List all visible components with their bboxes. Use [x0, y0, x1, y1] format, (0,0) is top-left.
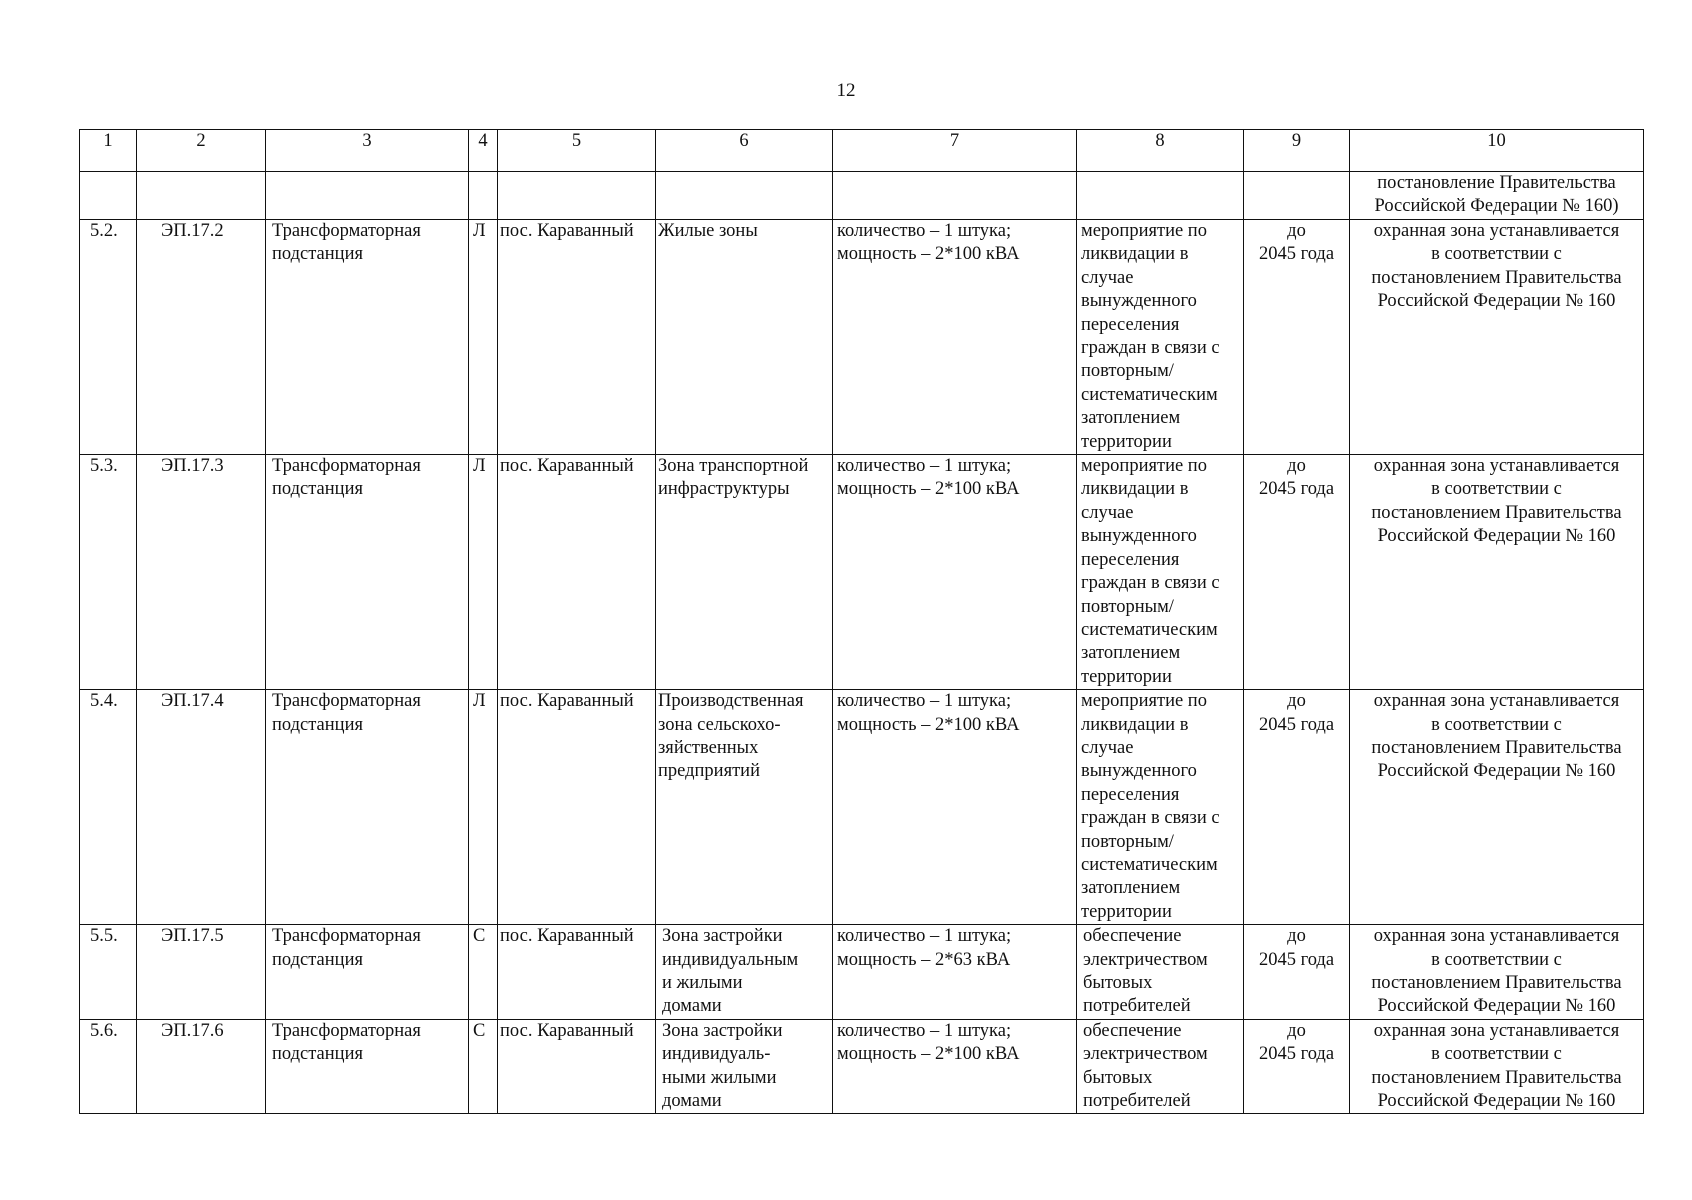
purpose-cell: мероприятие по ликвидации в случае вынужденного переселения граждан в связи с повторным/ систематическим затоплением территории	[1077, 220, 1244, 455]
location-cell: пос. Караванный	[498, 220, 656, 455]
location-cell: пос. Караванный	[498, 690, 656, 925]
page-number: 12	[836, 80, 856, 101]
table-row	[80, 690, 1644, 925]
column-header: 4	[469, 130, 498, 172]
zone-cell: Производственная зона сельскохо- зяйственных предприятий	[656, 690, 833, 925]
purpose-cell: обеспечение электричеством бытовых потребителей	[1077, 1019, 1244, 1114]
purpose-cell: мероприятие по ликвидации в случае вынужденного переселения граждан в связи с повторным/ систематическим затоплением территории	[1077, 690, 1244, 925]
parameters-cell: количество – 1 штука; мощность – 2*100 кВА	[833, 220, 1077, 455]
column-header: 1	[80, 130, 137, 172]
code-cell: ЭП.17.5	[137, 925, 266, 1020]
purpose-cell: мероприятие по ликвидации в случае вынужденного переселения граждан в связи с повторным/ систематическим затоплением территории	[1077, 455, 1244, 690]
row-number-cell: 5.2.	[80, 220, 137, 455]
row-number-cell: 5.4.	[80, 690, 137, 925]
column-header: 3	[266, 130, 469, 172]
table-cell	[80, 172, 137, 220]
category-cell: Л	[469, 690, 498, 925]
code-cell: ЭП.17.2	[137, 220, 266, 455]
objects-table	[79, 129, 1644, 1114]
column-header: 5	[498, 130, 656, 172]
table-cell	[137, 172, 266, 220]
note-cell: охранная зона устанавливается в соответствии с постановлением Правительства Российской Федерации № 160	[1350, 1019, 1644, 1114]
table-cell	[469, 172, 498, 220]
table-cell	[656, 172, 833, 220]
deadline-cell: до 2045 года	[1244, 1019, 1350, 1114]
table-cell	[498, 172, 656, 220]
zone-cell: Жилые зоны	[656, 220, 833, 455]
object-type-cell: Трансформаторная подстанция	[266, 925, 469, 1020]
zone-cell: Зона транспортной инфраструктуры	[656, 455, 833, 690]
zone-cell: Зона застройки индивидуаль- ными жилыми домами	[656, 1019, 833, 1114]
object-type-cell: Трансформаторная подстанция	[266, 220, 469, 455]
category-cell: Л	[469, 220, 498, 455]
parameters-cell: количество – 1 штука; мощность – 2*63 кВА	[833, 925, 1077, 1020]
deadline-cell: до 2045 года	[1244, 925, 1350, 1020]
category-cell: С	[469, 925, 498, 1020]
table-cell	[1244, 172, 1350, 220]
object-type-cell: Трансформаторная подстанция	[266, 455, 469, 690]
note-cell: охранная зона устанавливается в соответствии с постановлением Правительства Российской Федерации № 160	[1350, 925, 1644, 1020]
parameters-cell: количество – 1 штука; мощность – 2*100 кВА	[833, 690, 1077, 925]
code-cell: ЭП.17.3	[137, 455, 266, 690]
code-cell: ЭП.17.6	[137, 1019, 266, 1114]
table-cell	[266, 172, 469, 220]
table-cell	[1077, 172, 1244, 220]
column-header: 6	[656, 130, 833, 172]
location-cell: пос. Караванный	[498, 925, 656, 1020]
object-type-cell: Трансформаторная подстанция	[266, 690, 469, 925]
location-cell: пос. Караванный	[498, 1019, 656, 1114]
column-header: 9	[1244, 130, 1350, 172]
column-header: 7	[833, 130, 1077, 172]
parameters-cell: количество – 1 штука; мощность – 2*100 кВА	[833, 1019, 1077, 1114]
parameters-cell: количество – 1 штука; мощность – 2*100 кВА	[833, 455, 1077, 690]
table-header-row	[80, 130, 1644, 172]
table-cell	[833, 172, 1077, 220]
deadline-cell: до 2045 года	[1244, 220, 1350, 455]
column-header: 8	[1077, 130, 1244, 172]
row-number-cell: 5.3.	[80, 455, 137, 690]
category-cell: С	[469, 1019, 498, 1114]
purpose-cell: обеспечение электричеством бытовых потребителей	[1077, 925, 1244, 1020]
note-cell: охранная зона устанавливается в соответствии с постановлением Правительства Российской Федерации № 160	[1350, 455, 1644, 690]
zone-cell: Зона застройки индивидуальным и жилыми домами	[656, 925, 833, 1020]
table-row	[80, 1019, 1644, 1114]
location-cell: пос. Караванный	[498, 455, 656, 690]
column-header: 2	[137, 130, 266, 172]
deadline-cell: до 2045 года	[1244, 455, 1350, 690]
category-cell: Л	[469, 455, 498, 690]
continuation-row	[80, 172, 1644, 220]
table-row	[80, 925, 1644, 1020]
object-type-cell: Трансформаторная подстанция	[266, 1019, 469, 1114]
table-row	[80, 220, 1644, 455]
note-cell: охранная зона устанавливается в соответствии с постановлением Правительства Российской Федерации № 160	[1350, 690, 1644, 925]
note-cell: охранная зона устанавливается в соответствии с постановлением Правительства Российской Федерации № 160	[1350, 220, 1644, 455]
row-number-cell: 5.5.	[80, 925, 137, 1020]
note-cell: постановление Правительства Российской Федерации № 160)	[1350, 172, 1644, 220]
deadline-cell: до 2045 года	[1244, 690, 1350, 925]
code-cell: ЭП.17.4	[137, 690, 266, 925]
column-header: 10	[1350, 130, 1644, 172]
table-row	[80, 455, 1644, 690]
row-number-cell: 5.6.	[80, 1019, 137, 1114]
